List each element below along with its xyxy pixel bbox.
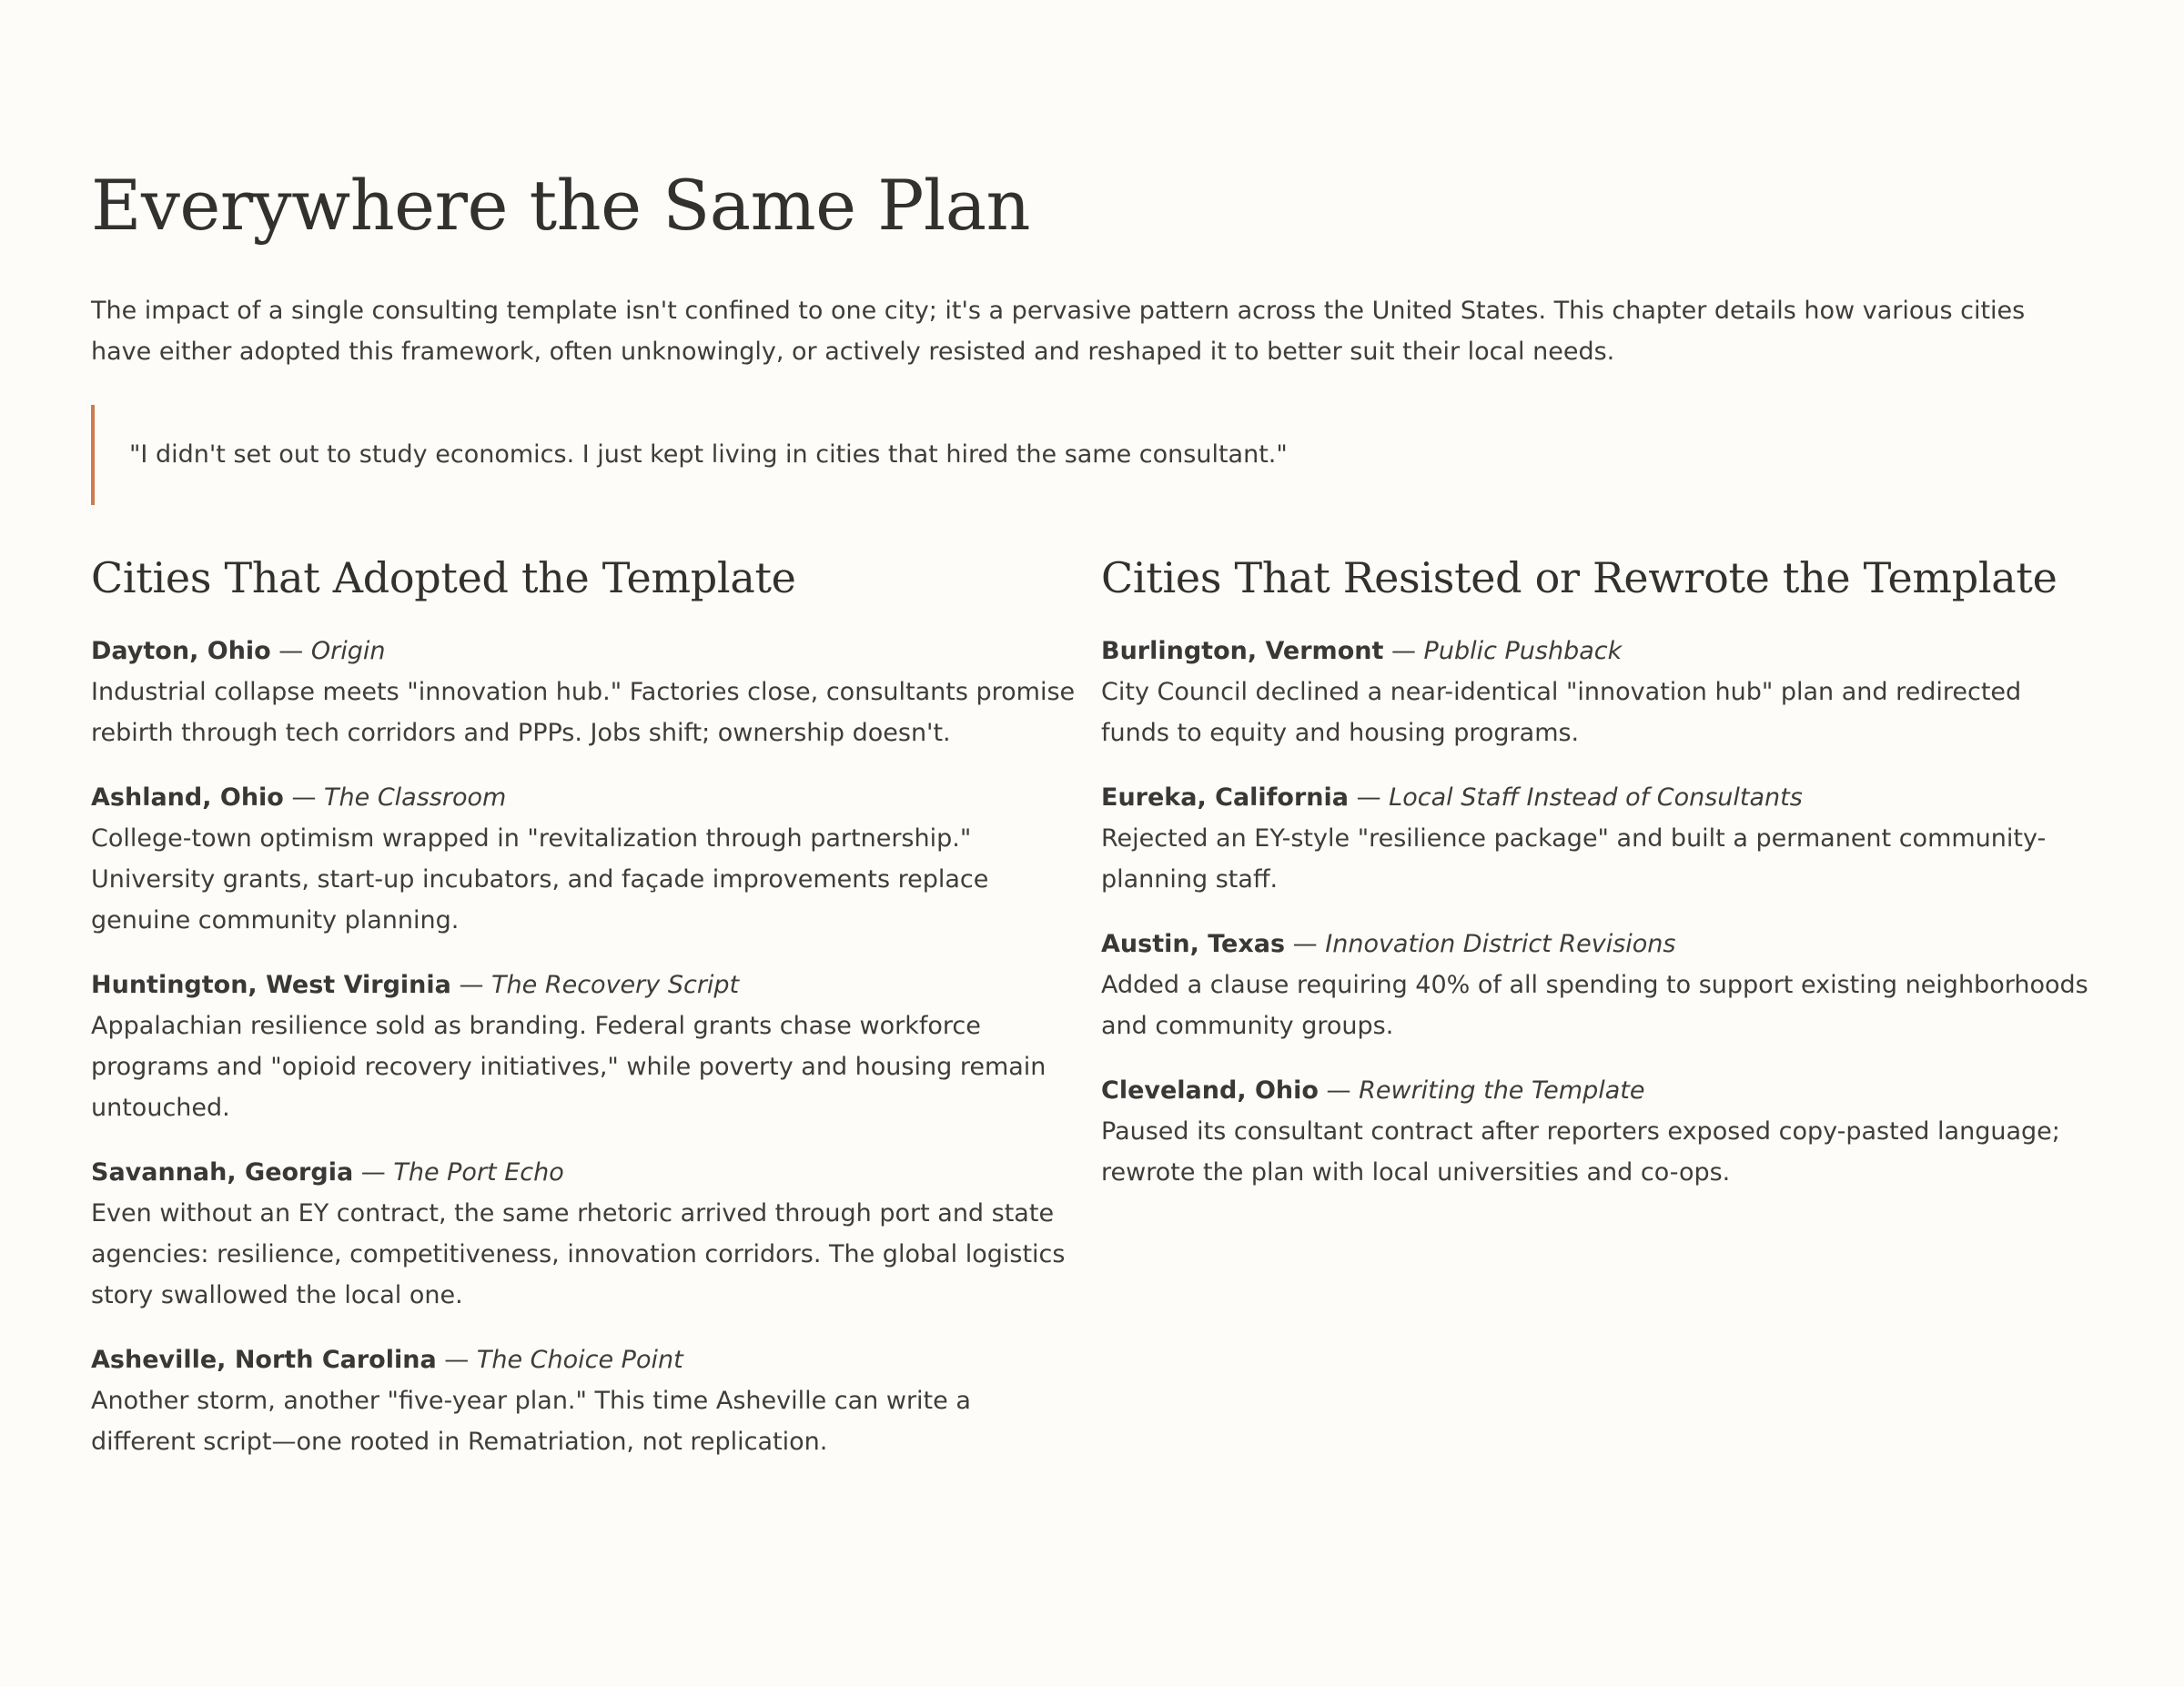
city-name: Ashland, Ohio (91, 783, 284, 812)
dash-separator: — (1318, 1076, 1360, 1105)
dash-separator: — (353, 1157, 394, 1187)
entry-header (91, 1152, 1083, 1193)
city-name: Asheville, North Carolina (91, 1345, 437, 1374)
dash-separator: — (436, 1345, 477, 1374)
city-description: College-town optimism wrapped in "revitalization through partnership." University grants, start-up incubators, and façade improvements replace genuine community planning. (91, 823, 989, 934)
entry-header (91, 777, 1083, 818)
entry-header (1101, 1070, 2093, 1111)
city-tag: The Recovery Script (491, 970, 740, 999)
entry-header (1101, 631, 2093, 672)
city-entry (1101, 777, 2093, 900)
city-entry (91, 1339, 1083, 1462)
page-title: Everywhere the Same Plan (91, 165, 1030, 246)
city-tag: The Classroom (324, 783, 507, 812)
city-entry (91, 631, 1083, 753)
city-tag: The Port Echo (393, 1157, 564, 1187)
resisted-heading: Cities That Resisted or Rewrote the Template (1101, 553, 2058, 603)
adopted-heading: Cities That Adopted the Template (91, 553, 796, 603)
city-name: Huntington, West Virginia (91, 970, 451, 999)
entry-header (1101, 924, 2093, 965)
city-name: Dayton, Ohio (91, 636, 271, 665)
resisted-column (1101, 552, 2093, 1486)
dash-separator: — (1348, 783, 1390, 812)
intro-paragraph: The impact of a single consulting template isn't confined to one city; it's a pervasive pattern across the United States. This chapter details how various cities have either adopted this framework, often unknowingly, or actively resisted and reshaped it to better suit their local needs. (91, 297, 2026, 367)
city-entry (91, 1152, 1083, 1316)
city-tag: Rewriting the Template (1359, 1076, 1645, 1105)
city-tag: Innovation District Revisions (1325, 929, 1676, 958)
city-description: Paused its consultant contract after reporters exposed copy-pasted language; rewrote the plan with local universities and co-ops. (1101, 1116, 2060, 1187)
dash-separator: — (450, 970, 492, 999)
city-description: Another storm, another "five-year plan." This time Asheville can write a different script—one rooted in Rematriation, not replication. (91, 1386, 971, 1456)
city-description: Appalachian resilience sold as branding. Federal grants chase workforce programs and "opioid recovery initiatives," while poverty and housing remain untouched. (91, 1011, 1046, 1122)
entry-header (91, 1339, 1083, 1380)
city-tag: Origin (310, 636, 386, 665)
city-description: Industrial collapse meets "innovation hub." Factories close, consultants promise rebirth through tech corridors and PPPs. Jobs shift; ownership doesn't. (91, 677, 1076, 747)
city-description: City Council declined a near-identical "innovation hub" plan and redirected funds to equity and housing programs. (1101, 677, 2022, 747)
entry-header (91, 631, 1083, 672)
pull-quote: "I didn't set out to study economics. I just kept living in cities that hired the same consultant." (91, 405, 2093, 505)
city-entry (91, 965, 1083, 1128)
city-entry (91, 777, 1083, 941)
entry-header (91, 965, 1083, 1005)
city-description: Rejected an EY-style "resilience package" and built a permanent community-planning staff. (1101, 823, 2047, 894)
city-name: Burlington, Vermont (1101, 636, 1384, 665)
adopted-column (91, 552, 1083, 1486)
dash-separator: — (1285, 929, 1326, 958)
city-entry (1101, 631, 2093, 753)
dash-separator: — (283, 783, 325, 812)
city-tag: Local Staff Instead of Consultants (1389, 783, 1803, 812)
city-description: Even without an EY contract, the same rhetoric arrived through port and state agencies: resilience, competitiveness, innovation corridors. The global logistics story swallowed the local one. (91, 1198, 1066, 1309)
dash-separator: — (1383, 636, 1424, 665)
city-tag: Public Pushback (1423, 636, 1623, 665)
city-entry (1101, 1070, 2093, 1193)
dash-separator: — (270, 636, 311, 665)
city-tag: The Choice Point (476, 1345, 683, 1374)
city-name: Austin, Texas (1101, 929, 1286, 958)
city-description: Added a clause requiring 40% of all spending to support existing neighborhoods and community groups. (1101, 970, 2088, 1040)
entry-header (1101, 777, 2093, 818)
city-name: Eureka, California (1101, 783, 1349, 812)
city-name: Savannah, Georgia (91, 1157, 354, 1187)
columns (91, 552, 2093, 1486)
city-entry (1101, 924, 2093, 1046)
city-name: Cleveland, Ohio (1101, 1076, 1319, 1105)
